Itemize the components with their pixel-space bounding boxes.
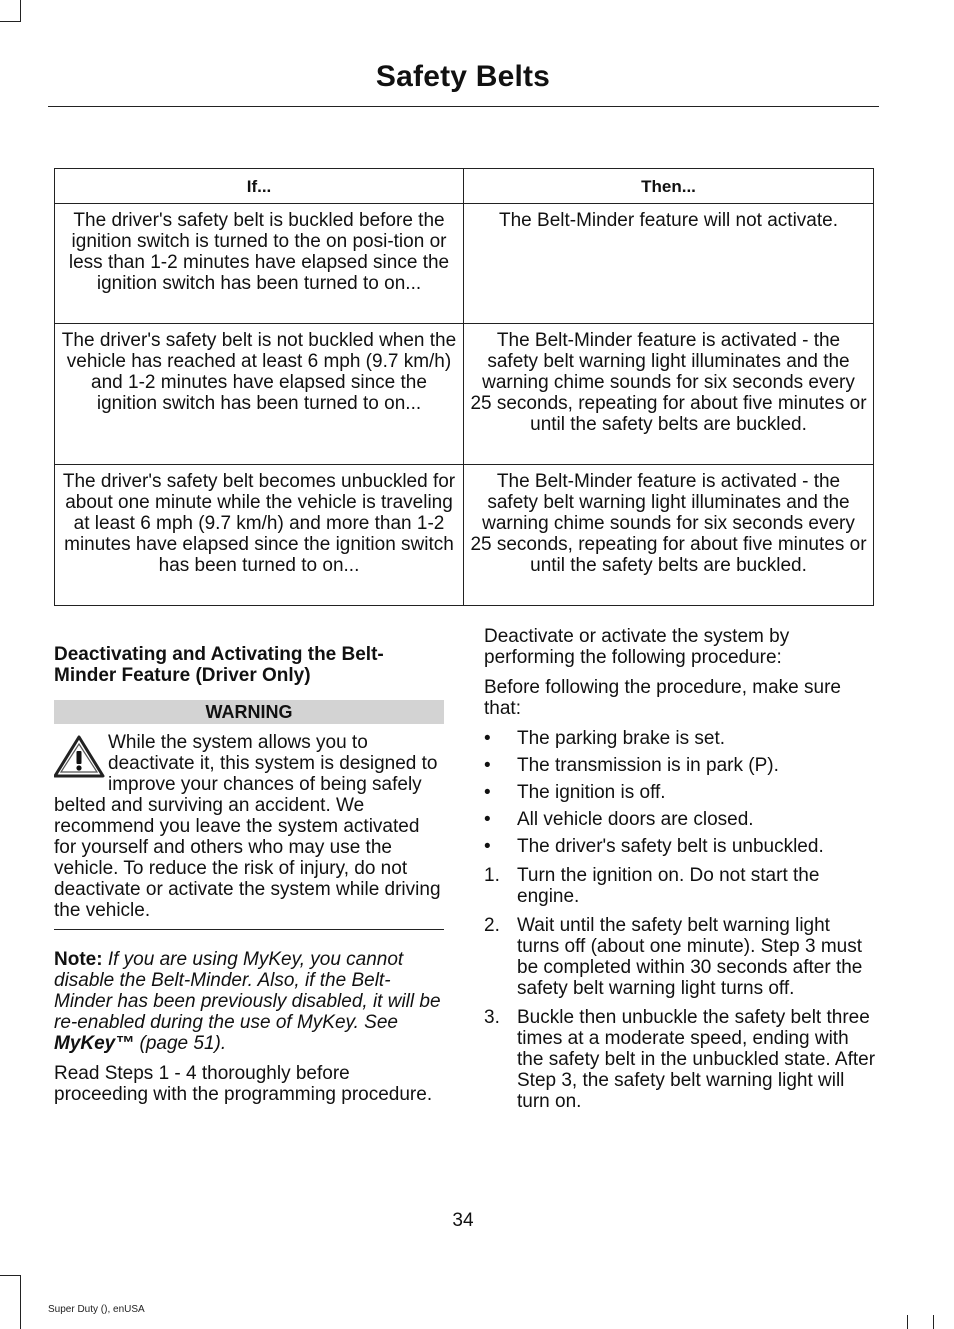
crop-mark-bottom-right-2: [907, 1315, 908, 1329]
warning-box: [54, 732, 444, 921]
belt-minder-table: [54, 168, 874, 606]
bullet-mark: •: [484, 782, 491, 803]
bullet-mark: •: [484, 836, 491, 857]
crop-mark-top-left-h: [0, 21, 21, 22]
step-number: 1.: [484, 865, 500, 886]
table-cell-then: The Belt-Minder feature will not activate.: [464, 204, 874, 324]
page-reference: (page 51).: [139, 1033, 227, 1054]
step-text: Turn the ignition on. Do not start the engine.: [517, 865, 820, 907]
step-text: Buckle then unbuckle the safety belt three times at a moderate speed, ending with the safety belt in the unbuckled state. After Step 3, the safety belt warning light will turn on.: [517, 1007, 876, 1112]
table-cell-then: The Belt-Minder feature is activated - the safety belt warning light illuminates and the warning chime sounds for six seconds every 25 seconds, repeating for about five minutes or until the safety belts are buckled.: [464, 465, 874, 606]
step-text: Wait until the safety belt warning light turns off (about one minute). Step 3 must be completed within 30 seconds after the safety belt warning light turns off.: [517, 915, 863, 999]
left-column: [54, 644, 444, 1114]
column-header-then: Then...: [464, 169, 874, 204]
procedure-before: Before following the procedure, make sure that:: [484, 677, 841, 719]
bullet-mark: •: [484, 809, 491, 830]
precondition-list: [484, 728, 876, 857]
crop-mark-bottom-left-h: [0, 1275, 20, 1276]
warning-label: WARNING: [54, 700, 444, 724]
mykey-link[interactable]: MyKey™: [54, 1033, 135, 1054]
table-row: [55, 204, 874, 324]
list-item-text: All vehicle doors are closed.: [517, 809, 754, 830]
list-item-text: The transmission is in park (P).: [517, 755, 779, 776]
table-cell-if: The driver's safety belt becomes unbuckled for about one minute while the vehicle is traveling at least 6 mph (9.7 km/h) and more than 1-2 minutes have elapsed since the ignition switch has been turned to on...: [55, 465, 464, 606]
document-id: Super Duty (), enUSA: [48, 1304, 145, 1315]
table-header-row: [55, 169, 874, 204]
procedure-steps: [484, 865, 876, 1112]
note-label: Note:: [54, 949, 103, 970]
table-cell-if: The driver's safety belt is buckled before the ignition switch is turned to the on posi-tion or less than 1-2 minutes have elapsed since the ignition switch has been turned to on...: [55, 204, 464, 324]
section-heading: Deactivating and Activating the Belt-Minder Feature (Driver Only): [54, 644, 384, 686]
list-item: [484, 728, 876, 749]
list-item: [484, 809, 876, 830]
table-cell-if: The driver's safety belt is not buckled when the vehicle has reached at least 6 mph (9.7 km/h) and 1-2 minutes have elapsed since the ignition switch has been turned to on...: [55, 324, 464, 465]
crop-mark-bottom-right-1: [933, 1315, 934, 1329]
note-text: If you are using MyKey, you cannot disable the Belt-Minder. Also, if the Belt-Minder has been previously disabled, it will be re-enabled during the use of MyKey. See: [54, 949, 441, 1033]
right-column: [484, 626, 876, 1120]
warning-text: While the system allows you to deactivate it, this system is designed to improve your chances of being safely belted and surviving an accident. We recommend you leave the system activated for yourself and others who may use the vehicle. To reduce the risk of injury, do not deactivate or activate the system while driving the vehicle.: [54, 732, 441, 921]
list-item-text: The parking brake is set.: [517, 728, 726, 749]
crop-mark-bottom-left-v: [20, 1275, 21, 1329]
list-item: [484, 755, 876, 776]
list-item-text: The ignition is off.: [517, 782, 666, 803]
list-item-text: The driver's safety belt is unbuckled.: [517, 836, 824, 857]
step-item: [484, 865, 876, 907]
table-row: [55, 324, 874, 465]
crop-mark-top-left-v: [20, 0, 21, 22]
column-header-if: If...: [55, 169, 464, 204]
step-number: 3.: [484, 1007, 500, 1028]
step-item: [484, 915, 876, 999]
note-paragraph: [54, 949, 444, 1054]
bullet-mark: •: [484, 755, 491, 776]
list-item: [484, 782, 876, 803]
table-row: [55, 465, 874, 606]
warning-triangle-icon: [54, 734, 106, 780]
bullet-mark: •: [484, 728, 491, 749]
read-steps-text: Read Steps 1 - 4 thoroughly before proceeding with the programming procedure.: [54, 1063, 433, 1105]
page-number: 34: [452, 1210, 474, 1231]
table-cell-then: The Belt-Minder feature is activated - the safety belt warning light illuminates and the warning chime sounds for six seconds every 25 seconds, repeating for about five minutes or until the safety belts are buckled.: [464, 324, 874, 465]
procedure-intro: Deactivate or activate the system by performing the following procedure:: [484, 626, 790, 668]
step-item: [484, 1007, 876, 1112]
step-number: 2.: [484, 915, 500, 936]
warning-divider: [54, 929, 444, 930]
list-item: [484, 836, 876, 857]
page-title: Safety Belts: [375, 60, 551, 93]
title-divider: [48, 106, 879, 107]
